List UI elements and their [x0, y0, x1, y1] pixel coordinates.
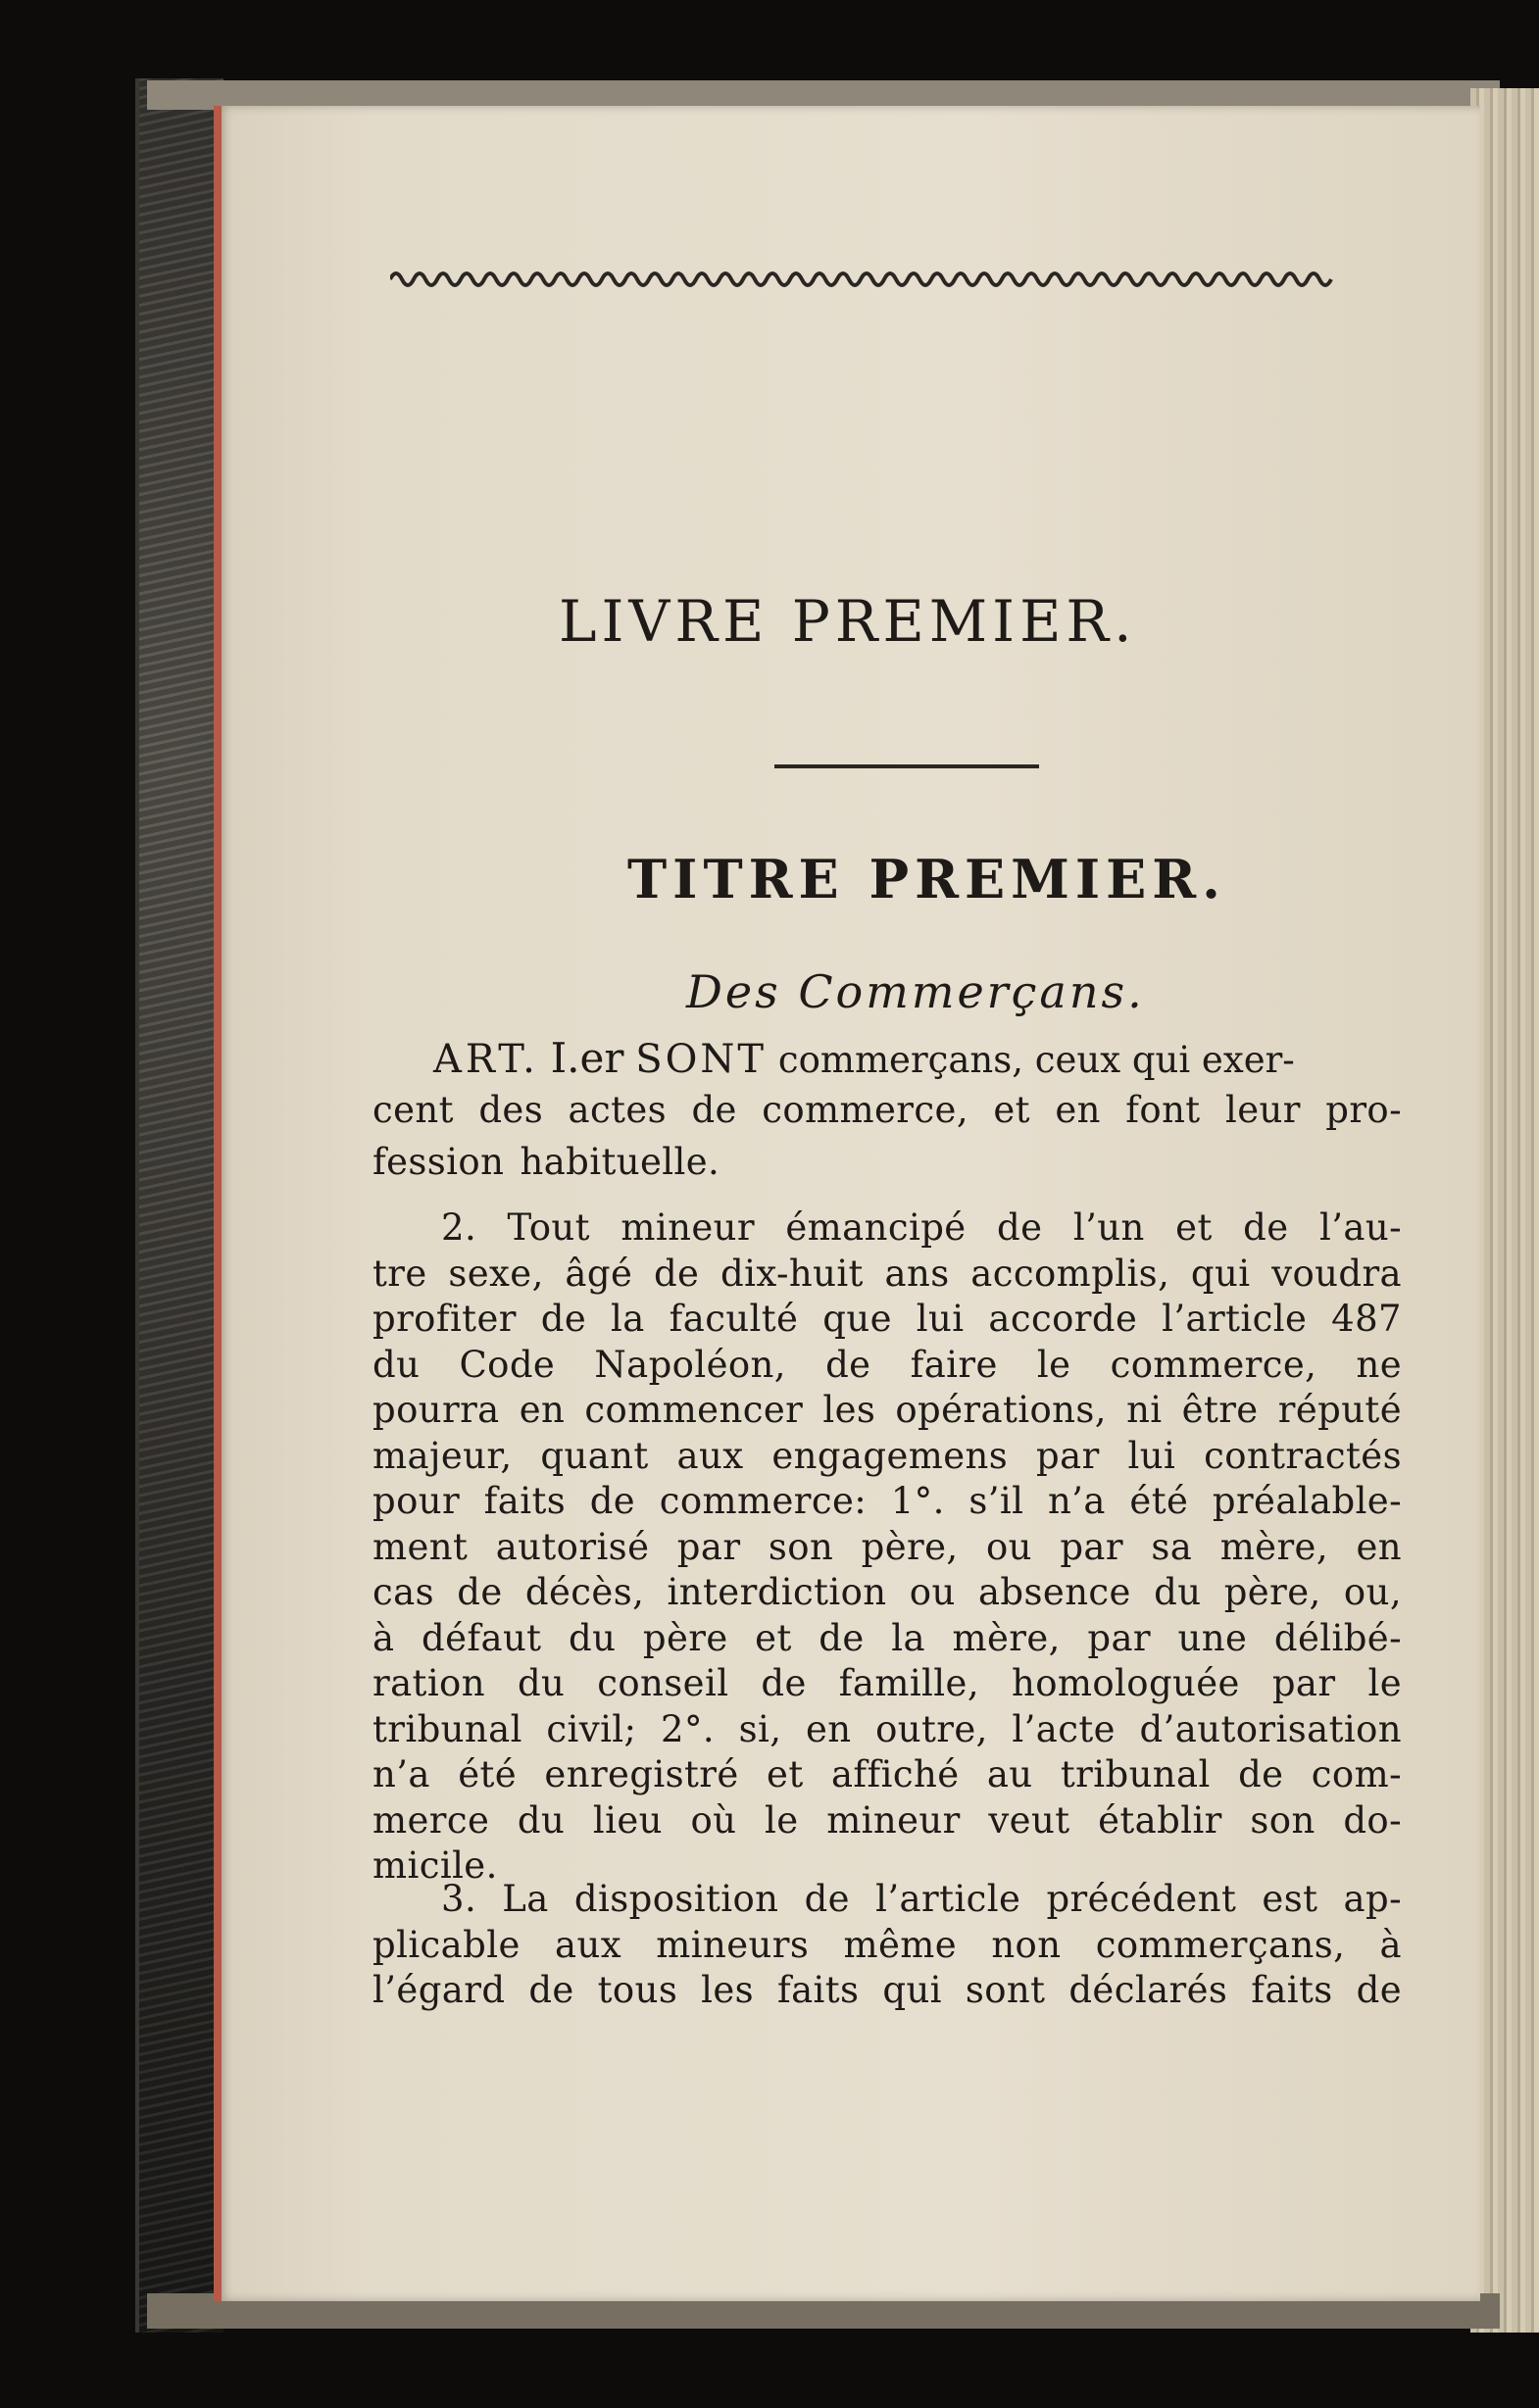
- chapter-subtitle: Des Commerçans.: [686, 965, 1145, 1018]
- title-divider: [774, 764, 1039, 768]
- article-3: [372, 1877, 1402, 2014]
- article-2-line: à défaut du père et de la mère, par une délibé-: [372, 1616, 1402, 1659]
- article-3-line: 3. La disposition de l’article précédent est ap-: [441, 1878, 1402, 1920]
- article-2-line: n’a été enregistré et affiché au tribunal de com-: [372, 1753, 1402, 1795]
- article-2-line: du Code Napoléon, de faire le commerce, ne: [372, 1343, 1402, 1386]
- article-1-first-line: [433, 1034, 1402, 1082]
- article-3-line: plicable aux mineurs même non commerçans, à: [372, 1923, 1402, 1966]
- article-2-line: ment autorisé par son père, ou par sa mère, en: [372, 1525, 1402, 1568]
- article-2-line: merce du lieu où le mineur veut établir son do-: [372, 1798, 1402, 1842]
- article-2-line: tre sexe, âgé de dix-huit ans accomplis, qui voudra: [372, 1252, 1402, 1295]
- article-2: [372, 1205, 1402, 1890]
- article-2-line: profiter de la faculté que lui accorde l’article 487: [372, 1298, 1402, 1340]
- article-2-line: majeur, quant aux engagemens par lui contractés: [372, 1434, 1402, 1477]
- article-label: ART.: [433, 1037, 539, 1082]
- article-1-line-3: fession habituelle.: [372, 1140, 720, 1183]
- article-2-line: ration du conseil de famille, homologuée par le: [372, 1662, 1402, 1704]
- article-1-line-2: cent des actes de commerce, et en font leur pro-: [372, 1089, 1402, 1131]
- article-2-last-line: micile.: [372, 1844, 498, 1887]
- red-page-edge: [214, 106, 222, 2301]
- book-title: LIVRE PREMIER.: [559, 588, 1137, 655]
- article-number: I.er: [550, 1034, 624, 1082]
- article-2-line: pourra en commencer les opérations, ni être réputé: [372, 1389, 1402, 1431]
- article-2-line: pour faits de commerce: 1°. s’il n’a été préalable-: [372, 1480, 1402, 1522]
- article-1: [372, 1034, 1402, 1185]
- section-title: TITRE PREMIER.: [627, 848, 1226, 910]
- article-2-line: 2. Tout mineur émancipé de l’un et de l’au-: [441, 1206, 1402, 1249]
- book-cover-spine: [135, 78, 223, 2333]
- article-3-line: l’égard de tous les faits qui sont déclarés faits de: [372, 1969, 1402, 2011]
- page-stack-edge: [1470, 88, 1539, 2333]
- wavy-ornament-rule: [390, 265, 1370, 294]
- article-1-line-1: commerçans, ceux qui exer-: [777, 1039, 1295, 1081]
- article-2-line: cas de décès, interdiction ou absence du père, ou,: [372, 1571, 1402, 1613]
- article-2-line: tribunal civil; 2°. si, en outre, l’acte d’autorisation: [372, 1707, 1402, 1750]
- article-initial-word: SONT: [635, 1037, 768, 1082]
